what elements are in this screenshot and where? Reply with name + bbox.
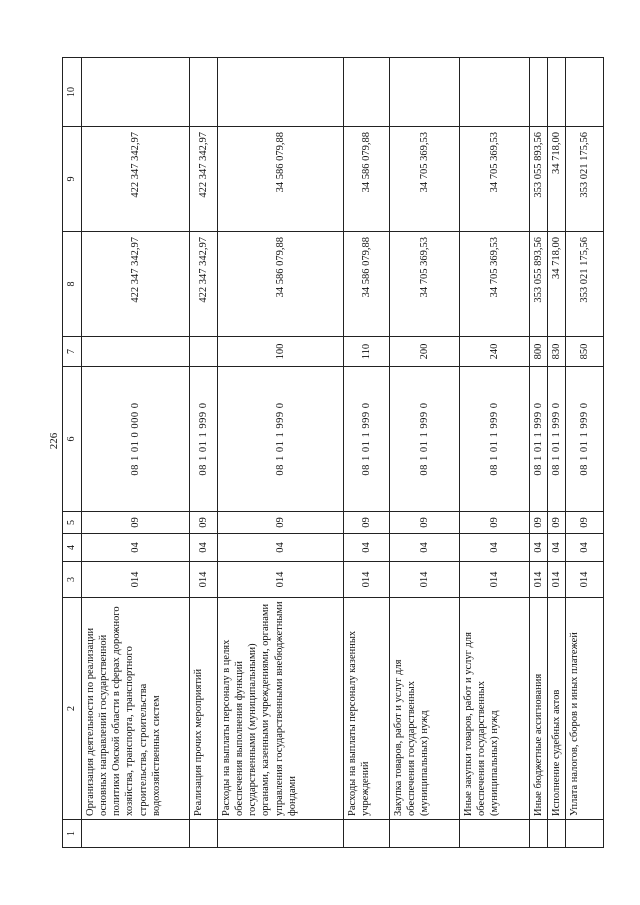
cell-c6: 08 1 01 1 999 0 <box>344 367 390 512</box>
column-header: 10 <box>63 58 82 127</box>
cell-c6: 08 1 01 1 999 0 <box>460 367 530 512</box>
cell-c8: 353 021 175,56 <box>566 232 604 337</box>
column-header: 3 <box>63 562 82 598</box>
cell-c7: 100 <box>218 337 344 367</box>
cell-c8: 422 347 342,97 <box>82 232 190 337</box>
cell-c10 <box>344 58 390 127</box>
cell-c4: 04 <box>390 534 460 562</box>
cell-c4: 04 <box>566 534 604 562</box>
cell-c7: 800 <box>530 337 548 367</box>
cell-c6: 08 1 01 1 999 0 <box>190 367 218 512</box>
cell-c3: 014 <box>566 562 604 598</box>
page-number: 226 <box>48 432 60 450</box>
cell-c9: 34 718,00 <box>548 127 566 232</box>
table-row <box>344 58 390 848</box>
cell-c2: Иные закупки товаров, работ и услуг для обеспечения государственных (муниципальных) нужд <box>460 598 530 820</box>
column-header: 5 <box>63 512 82 534</box>
cell-c3: 014 <box>82 562 190 598</box>
cell-c1 <box>344 820 390 848</box>
table-row <box>460 58 530 848</box>
cell-c1 <box>530 820 548 848</box>
cell-c1 <box>190 820 218 848</box>
table-row <box>82 58 190 848</box>
cell-c10 <box>82 58 190 127</box>
cell-c1 <box>390 820 460 848</box>
cell-c9: 34 705 369,53 <box>460 127 530 232</box>
cell-c8: 34 586 079,88 <box>218 232 344 337</box>
cell-c10 <box>218 58 344 127</box>
cell-c10 <box>548 58 566 127</box>
table-row <box>390 58 460 848</box>
table-row <box>566 58 604 848</box>
cell-c2: Исполнение судебных актов <box>548 598 566 820</box>
cell-c7 <box>82 337 190 367</box>
cell-c5: 09 <box>530 512 548 534</box>
cell-c9: 353 021 175,56 <box>566 127 604 232</box>
cell-c1 <box>218 820 344 848</box>
cell-c4: 04 <box>548 534 566 562</box>
cell-c3: 014 <box>530 562 548 598</box>
cell-c10 <box>190 58 218 127</box>
cell-c8: 34 718,00 <box>548 232 566 337</box>
column-header: 4 <box>63 534 82 562</box>
cell-c1 <box>566 820 604 848</box>
cell-c8: 353 055 893,56 <box>530 232 548 337</box>
cell-c3: 014 <box>460 562 530 598</box>
cell-c4: 04 <box>218 534 344 562</box>
cell-c5: 09 <box>548 512 566 534</box>
cell-c4: 04 <box>190 534 218 562</box>
column-header: 1 <box>63 820 82 848</box>
column-header: 8 <box>63 232 82 337</box>
cell-c1 <box>460 820 530 848</box>
cell-c7: 240 <box>460 337 530 367</box>
cell-c5: 09 <box>190 512 218 534</box>
cell-c10 <box>566 58 604 127</box>
column-header: 9 <box>63 127 82 232</box>
table-row <box>190 58 218 848</box>
cell-c4: 04 <box>344 534 390 562</box>
cell-c1 <box>82 820 190 848</box>
cell-c5: 09 <box>390 512 460 534</box>
cell-c3: 014 <box>344 562 390 598</box>
table-area <box>62 58 591 848</box>
cell-c2: Расходы на выплаты персоналу в целях обеспечения выполнения функций государственными (муниципальными) органами, казенными учреждениями, органами управления государственными внебюджетными фондами <box>218 598 344 820</box>
cell-c3: 014 <box>548 562 566 598</box>
table-row <box>548 58 566 848</box>
cell-c2: Иные бюджетные ассигнования <box>530 598 548 820</box>
cell-c7: 850 <box>566 337 604 367</box>
cell-c4: 04 <box>460 534 530 562</box>
cell-c9: 34 586 079,88 <box>218 127 344 232</box>
column-header: 2 <box>63 598 82 820</box>
cell-c8: 34 586 079,88 <box>344 232 390 337</box>
column-header: 6 <box>63 367 82 512</box>
rotated-table-wrapper <box>62 58 591 848</box>
cell-c4: 04 <box>82 534 190 562</box>
cell-c3: 014 <box>190 562 218 598</box>
cell-c9: 422 347 342,97 <box>190 127 218 232</box>
cell-c6: 08 1 01 1 999 0 <box>218 367 344 512</box>
cell-c6: 08 1 01 1 999 0 <box>390 367 460 512</box>
cell-c2: Уплата налогов, сборов и иных платежей <box>566 598 604 820</box>
cell-c6: 08 1 01 1 999 0 <box>566 367 604 512</box>
cell-c6: 08 1 01 1 999 0 <box>530 367 548 512</box>
cell-c7: 830 <box>548 337 566 367</box>
cell-c2: Закупка товаров, работ и услуг для обеспечения государственных (муниципальных) нужд <box>390 598 460 820</box>
table-body <box>63 58 604 848</box>
cell-c9: 422 347 342,97 <box>82 127 190 232</box>
cell-c2: Расходы на выплаты персоналу казенных учреждений <box>344 598 390 820</box>
cell-c8: 34 705 369,53 <box>460 232 530 337</box>
cell-c4: 04 <box>530 534 548 562</box>
cell-c9: 34 586 079,88 <box>344 127 390 232</box>
cell-c2: Реализация прочих мероприятий <box>190 598 218 820</box>
cell-c7: 200 <box>390 337 460 367</box>
cell-c3: 014 <box>218 562 344 598</box>
cell-c2: Организация деятельности по реализации основных направлений государственной политики Омской области в сферах дорожного хозяйства, транспорта, транспортного строительства, строительства водохозяйственных систем <box>82 598 190 820</box>
cell-c5: 09 <box>344 512 390 534</box>
cell-c5: 09 <box>460 512 530 534</box>
cell-c10 <box>460 58 530 127</box>
table-row <box>218 58 344 848</box>
cell-c10 <box>530 58 548 127</box>
budget-table <box>62 57 604 848</box>
cell-c6: 08 1 01 0 000 0 <box>82 367 190 512</box>
cell-c5: 09 <box>82 512 190 534</box>
cell-c9: 34 705 369,53 <box>390 127 460 232</box>
cell-c8: 422 347 342,97 <box>190 232 218 337</box>
column-header: 7 <box>63 337 82 367</box>
cell-c7 <box>190 337 218 367</box>
cell-c7: 110 <box>344 337 390 367</box>
cell-c5: 09 <box>218 512 344 534</box>
header-row <box>63 58 82 848</box>
cell-c6: 08 1 01 1 999 0 <box>548 367 566 512</box>
cell-c9: 353 055 893,56 <box>530 127 548 232</box>
cell-c5: 09 <box>566 512 604 534</box>
cell-c3: 014 <box>390 562 460 598</box>
cell-c10 <box>390 58 460 127</box>
cell-c1 <box>548 820 566 848</box>
cell-c8: 34 705 369,53 <box>390 232 460 337</box>
table-row <box>530 58 548 848</box>
